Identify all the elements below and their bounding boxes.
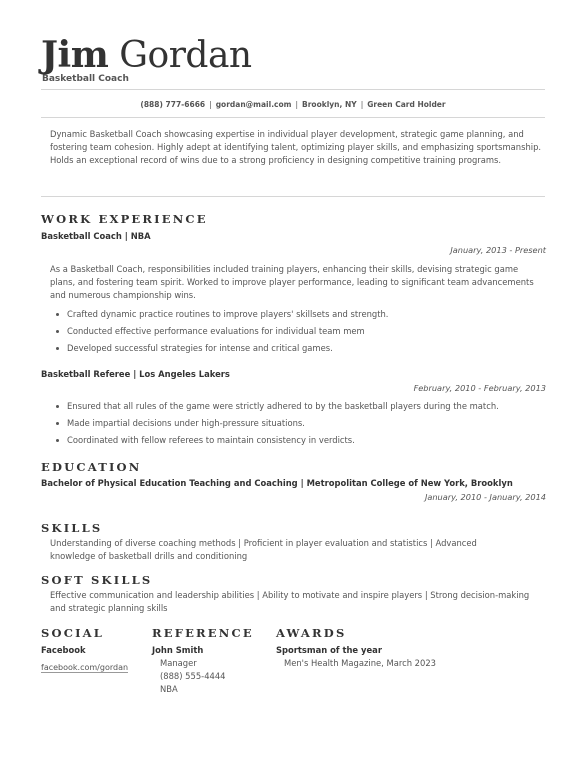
- job-dates: February, 2010 - February, 2013: [413, 383, 546, 393]
- reference-heading: REFERENCE: [152, 626, 254, 640]
- reference-org: NBA: [160, 684, 178, 694]
- candidate-name: [41, 34, 252, 77]
- summary-text: Dynamic Basketball Coach showcasing expertise in individual player development, strategic game planning, and fostering team cohesion. Highly adept at identifying talent, optimizing player skills, and emphasizing sportsmanship. Holds an exceptional record of wins due to a strong proficiency in designing competitive training programs.: [50, 129, 542, 165]
- contact-separator: |: [295, 100, 298, 109]
- social-heading: SOCIAL: [41, 626, 105, 640]
- reference-phone: (888) 555-4444: [160, 671, 226, 681]
- reference-name: John Smith: [152, 645, 204, 655]
- work-experience-heading: WORK EXPERIENCE: [41, 212, 208, 226]
- contact-separator: |: [209, 100, 212, 109]
- contact-location: Brooklyn, NY: [302, 100, 357, 109]
- list-item: Made impartial decisions under high-pressure situations.: [50, 415, 499, 432]
- list-item: Crafted dynamic practice routines to improve players' skillsets and strength.: [50, 306, 388, 323]
- job-bullets: [50, 398, 499, 449]
- skills-heading: SKILLS: [41, 521, 103, 535]
- awards-column: [276, 626, 436, 670]
- candidate-title: Basketball Coach: [42, 74, 129, 84]
- first-name: Jim: [41, 34, 109, 76]
- contact-separator: |: [360, 100, 364, 109]
- job-dates: January, 2013 - Present: [450, 245, 546, 255]
- contact-line: [41, 100, 545, 109]
- list-item: Ensured that all rules of the game were strictly adhered to by the basketball players during the match.: [50, 398, 499, 415]
- awards-heading: AWARDS: [276, 626, 347, 640]
- award-title: Sportsman of the year: [276, 645, 382, 655]
- contact-phone: (888) 777-6666: [140, 100, 206, 109]
- reference-role: Manager: [160, 658, 197, 668]
- award-detail: Men's Health Magazine, March 2023: [284, 658, 436, 668]
- education-degree: Bachelor of Physical Education Teaching and Coaching | Metropolitan College of New York, Brooklyn: [41, 478, 513, 488]
- summary-divider: [41, 196, 545, 197]
- list-item: Conducted effective performance evaluations for individual team mem: [50, 323, 388, 340]
- contact-status: Green Card Holder: [367, 100, 446, 109]
- contact-divider: [41, 117, 545, 118]
- facebook-link[interactable]: facebook.com/gordan: [41, 663, 129, 672]
- header-divider: [41, 89, 545, 90]
- education-dates: January, 2010 - January, 2014: [424, 492, 546, 502]
- job-title: Basketball Referee | Los Angeles Lakers: [41, 369, 230, 379]
- soft-skills-text: Effective communication and leadership abilities | Ability to motivate and inspire players | Strong decision-making and strategic planning skills: [50, 590, 530, 613]
- skills-text: Understanding of diverse coaching methods | Proficient in player evaluation and statistics | Advanced knowledge of basketball drills and conditioning: [50, 538, 477, 561]
- soft-skills-heading: SOFT SKILLS: [41, 573, 153, 587]
- list-item: Coordinated with fellow referees to maintain consistency in verdicts.: [50, 432, 499, 449]
- contact-email: gordan@mail.com: [215, 100, 292, 109]
- job-description: As a Basketball Coach, responsibilities included training players, enhancing their skills, devising strategic game plans, and fostering team spirit. Worked to improve player performance, leading to significant team advancements and numerous championship wins.: [50, 264, 534, 300]
- job-bullets: [50, 306, 388, 357]
- job-title: Basketball Coach | NBA: [41, 231, 151, 241]
- social-column: [41, 626, 128, 675]
- social-network: Facebook: [41, 645, 86, 655]
- reference-column: [152, 626, 254, 696]
- last-name: Gordan: [119, 35, 252, 76]
- education-heading: EDUCATION: [41, 460, 142, 474]
- list-item: Developed successful strategies for intense and critical games.: [50, 340, 388, 357]
